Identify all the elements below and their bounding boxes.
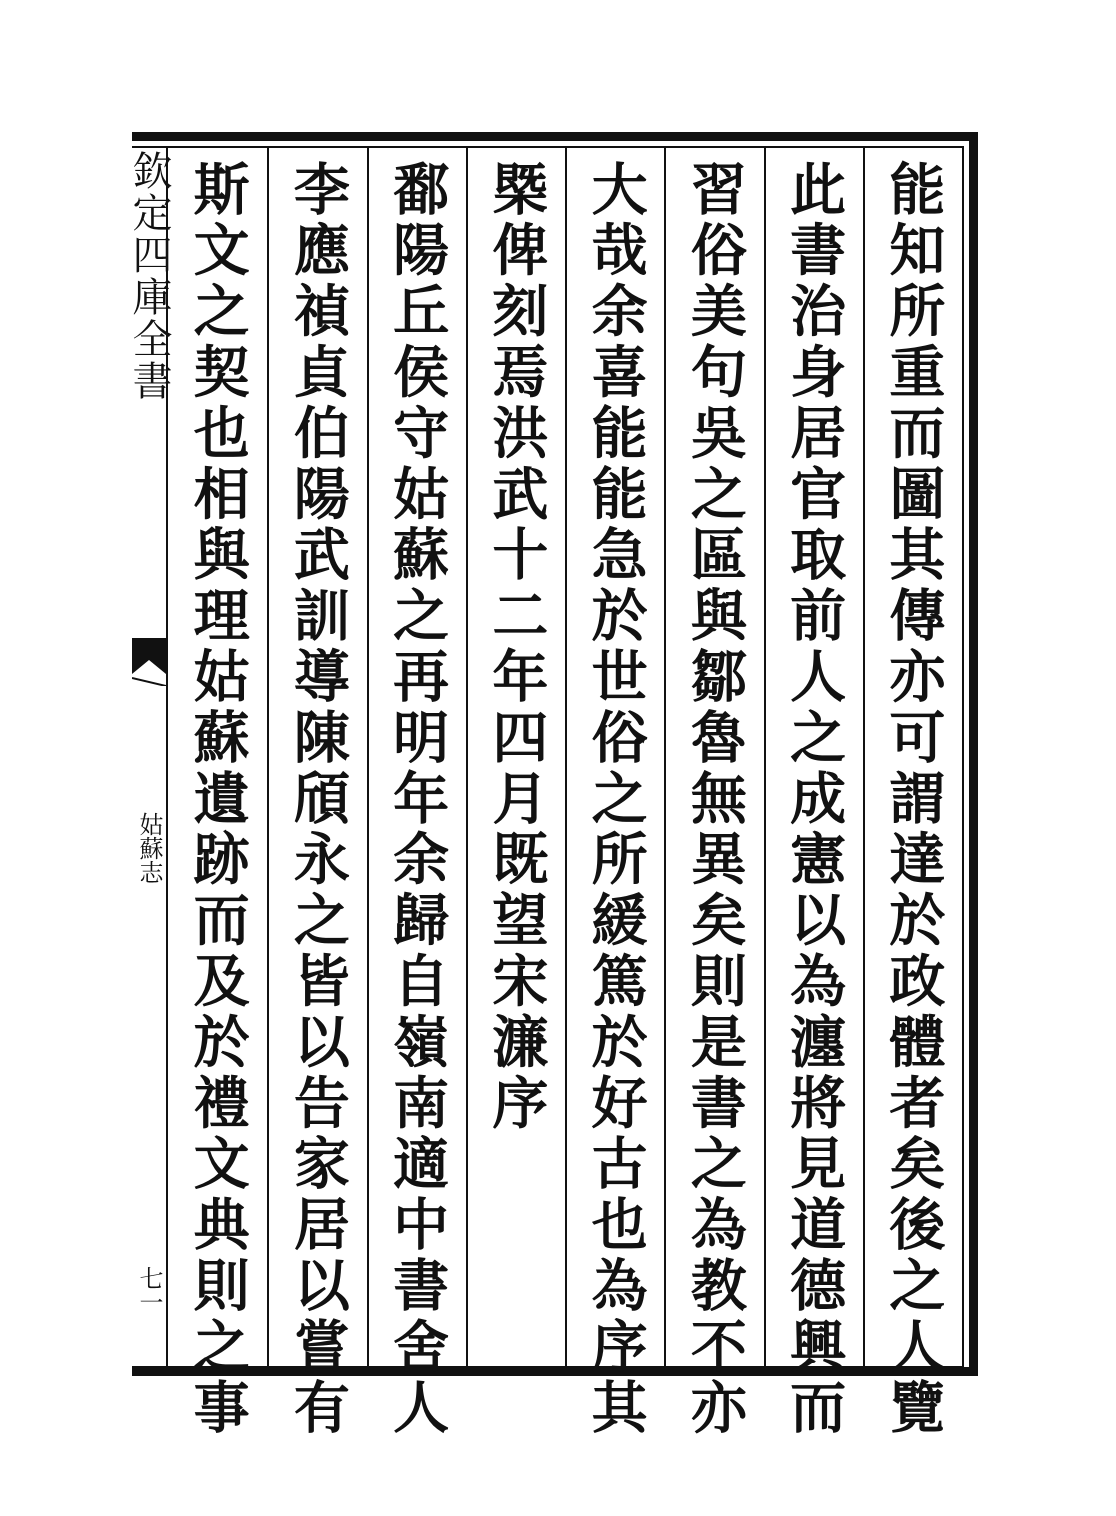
text-column [565,148,664,1439]
fishtail-mark [132,638,166,686]
column-text: 李應禎貞伯陽武訓導陳頎永之皆以告家居以嘗有 [284,160,351,1439]
column-text: 鄱陽丘侯守姑蘇之再明年余歸自嶺南適中書舍人 [384,160,451,1439]
text-column [863,148,962,1439]
text-column [168,148,267,1439]
column-text: 斯文之契也相與理姑蘇遺跡而及於禮文典則之事 [184,160,251,1439]
text-column [764,148,863,1439]
book-title: 姑蘇志 [135,812,163,884]
text-column [664,148,763,1439]
collection-title: 欽定四庫全書 [126,150,172,402]
text-column [267,148,366,1439]
column-text: 能知所重而圖其傳亦可謂達於政體者矣後之人覽 [880,160,947,1439]
text-column [466,148,565,1366]
column-text: 槩俾刻焉洪武十二年四月既望宋濂序 [483,160,550,1135]
column-text: 大哉余喜能能急於世俗之所緩篤於好古也為序其 [582,160,649,1439]
column-text: 習俗美句吳之區與鄒魯無異矣則是書之為教不亦 [681,160,748,1439]
page-margin-column [126,146,172,1368]
text-columns [168,148,962,1439]
page-number: 七一 [135,1266,163,1314]
column-text: 此書治身居官取前人之成憲以為瀍將見道德興而 [781,160,848,1439]
text-column [367,148,466,1439]
